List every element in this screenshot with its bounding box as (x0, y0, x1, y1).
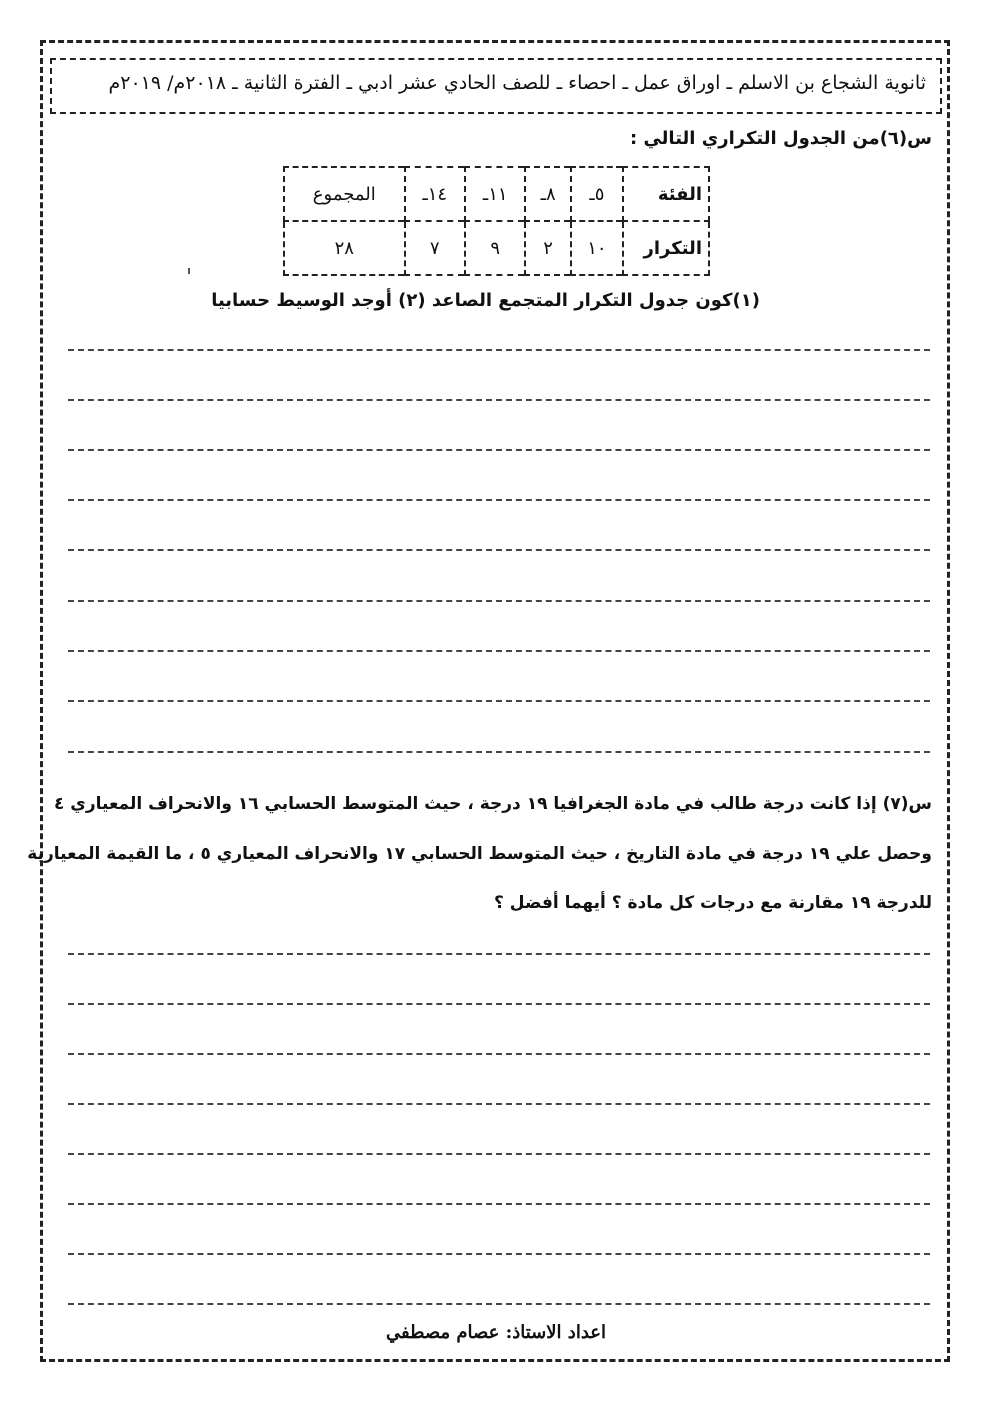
table-cell: ٢ (525, 221, 570, 275)
answer-line (68, 953, 930, 955)
answer-line (68, 700, 930, 702)
header-box (50, 58, 942, 114)
table-row (284, 221, 709, 275)
answer-line (68, 1103, 930, 1105)
answer-line (68, 1153, 930, 1155)
question-7-line-2: وحصل علي ١٩ درجة في مادة التاريخ ، حيث المتوسط الحسابي ١٧ والانحراف المعياري ٥ ، ما القيمة المعيارية (27, 844, 932, 864)
answer-line (68, 1303, 930, 1305)
table-cell: ١٠ (571, 221, 623, 275)
answer-line (68, 751, 930, 753)
answer-line (68, 1203, 930, 1205)
question-6-tasks: (١)كون جدول التكرار المتجمع الصاعد (٢) أوجد الوسيط حسابيا (211, 290, 760, 311)
stray-mark (188, 268, 190, 274)
author-credit: اعداد الاستاذ: عصام مصطفي (385, 1322, 607, 1343)
table-cell: ١٤ـ (405, 167, 465, 221)
answer-line (68, 549, 930, 551)
table-cell: ٨ـ (525, 167, 570, 221)
answer-line (68, 499, 930, 501)
answer-line (68, 449, 930, 451)
header-title: ثانوية الشجاع بن الاسلم ـ اوراق عمل ـ احصاء ـ للصف الحادي عشر ادبي ـ الفترة الثانية ـ ٢٠١٨م/ ٢٠١٩م (108, 72, 926, 94)
frequency-table (283, 166, 710, 276)
answer-line (68, 349, 930, 351)
question-7-line-1: س(٧) إذا كانت درجة طالب في مادة الجغرافيا ١٩ درجة ، حيث المتوسط الحسابي ١٦ والانحراف المعياري ٤ (53, 794, 932, 814)
answer-line (68, 650, 930, 652)
table-cell: ١١ـ (465, 167, 525, 221)
table-cell: التكرار (623, 221, 709, 275)
question-6-prompt: س(٦)من الجدول التكراري التالي : (630, 128, 932, 149)
table-row (284, 167, 709, 221)
answer-line (68, 1253, 930, 1255)
table-cell: المجموع (284, 167, 405, 221)
table-cell: ٢٨ (284, 221, 405, 275)
table-cell: ٩ (465, 221, 525, 275)
answer-line (68, 600, 930, 602)
answer-line (68, 1003, 930, 1005)
answer-line (68, 399, 930, 401)
question-7-line-3: للدرجة ١٩ مقارنة مع درجات كل مادة ؟ أيهما أفضل ؟ (494, 893, 932, 913)
table-cell: ٧ (405, 221, 465, 275)
table-cell: الفئة (623, 167, 709, 221)
table-cell: ٥ـ (571, 167, 623, 221)
answer-line (68, 1053, 930, 1055)
